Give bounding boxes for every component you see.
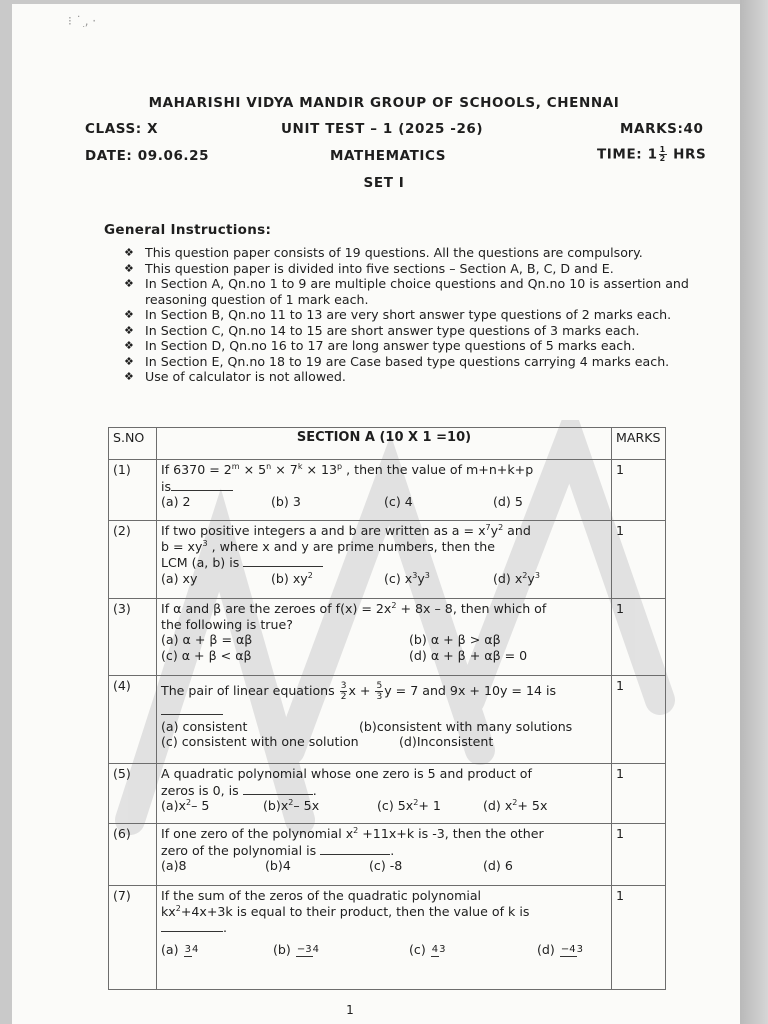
table-row bbox=[109, 824, 666, 886]
instruction-item: ❖ In Section D, Qn.no 16 to 17 are long answer type questions of 5 marks each. bbox=[124, 338, 636, 353]
question-1: If $6370 = 2^m \times 5^n \times 7^k \times 13^p$ , then the value of m+n+k+p is (a) 2 (b) 3 (c) 4 (d) 5 bbox=[157, 460, 612, 521]
question-number: (1) bbox=[109, 460, 157, 521]
pen-marks: ⁝ ˙ ٜ‚ · bbox=[68, 14, 97, 28]
sno-header: S.NO bbox=[109, 428, 157, 460]
option-d: (d)Inconsistent bbox=[399, 734, 494, 749]
option-a: (a) consistent bbox=[161, 718, 248, 734]
question-5: A quadratic polynomial whose one zero is 5 and product of zeros is 0, is . $(a)x^2-$ 5 $(b)x^2-$ 5x (c) $5x^2+ 1$ (d) $x^2+ 5x$ bbox=[157, 764, 612, 824]
section-a-table bbox=[108, 427, 666, 990]
question-marks: 1 bbox=[612, 599, 666, 676]
bullet-icon: ❖ bbox=[124, 323, 134, 337]
question-marks: 1 bbox=[612, 886, 666, 990]
instruction-item: ❖ This question paper is divided into five sections – Section A, B, C, D and E. bbox=[124, 260, 614, 276]
bullet-icon: ❖ bbox=[124, 354, 134, 368]
instructions-list bbox=[124, 245, 714, 385]
instructions-title: General Instructions: bbox=[104, 222, 272, 238]
bullet-icon: ❖ bbox=[124, 308, 134, 321]
section-title: SECTION A (10 X 1 =10) bbox=[157, 428, 612, 460]
option-c: (c) consistent with one solution bbox=[161, 734, 359, 749]
option-d: (d) $x^2+ 5x$ bbox=[483, 797, 548, 813]
scan-edge bbox=[740, 0, 768, 1024]
option-c: (c) α + β < αβ bbox=[161, 647, 252, 663]
question-3: If α and β are the zeroes of $f(x) = 2x^2 + 8x - 8$, then which of the following is true? (a) α + β = αβ (b) α + β > αβ (c) α + β < αβ (d) α + β + αβ = 0 bbox=[157, 599, 612, 676]
option-a: (a) xy bbox=[161, 570, 198, 586]
instruction-item: ❖ In Section B, Qn.no 11 to 13 are very short answer type questions of 2 marks each. bbox=[124, 307, 672, 322]
answer-blank bbox=[171, 478, 233, 491]
subject: MATHEMATICS bbox=[330, 148, 447, 164]
question-marks: 1 bbox=[612, 460, 666, 521]
instruction-item: ❖ In Section C, Qn.no 14 to 15 are short answer type questions of 3 marks each. bbox=[124, 322, 640, 338]
answer-blank bbox=[161, 702, 223, 715]
option-d: (d) $x^2y^3$ bbox=[493, 570, 540, 586]
answer-blank bbox=[161, 919, 223, 932]
question-marks: 1 bbox=[612, 824, 666, 886]
option-a: (a)8 bbox=[161, 858, 187, 873]
question-4: The pair of linear equations $\frac{3}{2}$ x + $\frac{5}{3}$ y = 7 and 9x + 10y = 14 is (a) consistent (b)consistent with many solutions (c) consistent with one solution (d)Inconsistent bbox=[157, 676, 612, 764]
question-6: If one zero of the polynomial $x^2 +11x+k$ is -3, then the other zero of the polynomial is . (a)8 (b)4 (c) -8 (d) 6 bbox=[157, 824, 612, 886]
option-a: (a) 34 bbox=[161, 941, 199, 957]
question-number: (2) bbox=[109, 521, 157, 599]
question-number: (3) bbox=[109, 599, 157, 676]
table-row bbox=[109, 521, 666, 599]
class-label: CLASS: X bbox=[85, 121, 159, 137]
table-row bbox=[109, 599, 666, 676]
table-row bbox=[109, 460, 666, 521]
exam-title: UNIT TEST – 1 (2025 -26) bbox=[281, 121, 484, 137]
option-a: $(a)x^2-$ 5 bbox=[161, 797, 210, 813]
option-b: (b) $xy^2$ bbox=[271, 570, 313, 586]
question-7: If the sum of the zeros of the quadratic polynomial $kx^2+4x+3k$ is equal to their product, then the value of k is . (a) 34 (b) −34 (c) 43 (d) −43 bbox=[157, 886, 612, 990]
option-b: (b)4 bbox=[265, 858, 291, 873]
option-a: (a) α + β = αβ bbox=[161, 632, 253, 647]
question-number: (6) bbox=[109, 824, 157, 886]
bullet-icon: ❖ bbox=[124, 339, 134, 352]
option-b: (b) α + β > αβ bbox=[409, 632, 501, 647]
question-marks: 1 bbox=[612, 521, 666, 599]
answer-blank bbox=[320, 842, 390, 855]
bullet-icon: ❖ bbox=[124, 261, 134, 275]
answer-blank bbox=[243, 782, 313, 795]
option-b: (b)consistent with many solutions bbox=[359, 718, 573, 734]
question-number: (4) bbox=[109, 676, 157, 764]
question-marks: 1 bbox=[612, 764, 666, 824]
question-number: (7) bbox=[109, 886, 157, 990]
table-row bbox=[109, 764, 666, 824]
option-c: (c) $x^3y^3$ bbox=[384, 570, 430, 586]
option-c: (c) 43 bbox=[409, 941, 446, 957]
option-b: (b) 3 bbox=[271, 494, 301, 509]
bullet-icon: ❖ bbox=[124, 246, 134, 259]
time-label: TIME: 1 $\frac{1}{2}$ HRS bbox=[597, 145, 707, 163]
table-row bbox=[109, 676, 666, 764]
option-a: (a) 2 bbox=[161, 494, 191, 509]
option-b: $(b)x^2-$ 5x bbox=[263, 797, 320, 813]
bullet-icon: ❖ bbox=[124, 370, 134, 383]
option-d: (d) −43 bbox=[537, 941, 583, 957]
instruction-item: ❖ Use of calculator is not allowed. bbox=[124, 369, 346, 384]
option-d: (d) 5 bbox=[493, 494, 523, 509]
option-c: (c) 4 bbox=[384, 494, 413, 509]
option-c: (c) $5x^2+ 1$ bbox=[377, 797, 441, 813]
marks-label: MARKS:40 bbox=[620, 121, 704, 137]
instruction-item: ❖ In Section A, Qn.no 1 to 9 are multiple choice questions and Qn.no 10 is assertion and reasoning question of 1 mark each. bbox=[124, 276, 689, 307]
table-header-row bbox=[109, 428, 666, 460]
question-number: (5) bbox=[109, 764, 157, 824]
question-2: If two positive integers a and b are written as $a = x^7y^2$ and $b = xy^3$ , where x and y are prime numbers, then the LCM (a, b) is (a) xy (b) $xy^2$ (c) $x^3y^3$ (d) $x^2y^3$ bbox=[157, 521, 612, 599]
option-c: (c) -8 bbox=[369, 858, 403, 873]
page-number: 1 bbox=[346, 1003, 354, 1017]
exam-date: DATE: 09.06.25 bbox=[85, 148, 210, 164]
option-b: (b) −34 bbox=[273, 941, 319, 957]
school-name: MAHARISHI VIDYA MANDIR GROUP OF SCHOOLS, CHENNAI bbox=[148, 95, 620, 111]
marks-header: MARKS bbox=[612, 428, 666, 460]
table-row bbox=[109, 886, 666, 990]
question-marks: 1 bbox=[612, 676, 666, 764]
answer-blank bbox=[243, 554, 323, 567]
instruction-item: ❖ This question paper consists of 19 questions. All the questions are compulsory. bbox=[124, 245, 643, 260]
instruction-item: ❖ In Section E, Qn.no 18 to 19 are Case based type questions carrying 4 marks each. bbox=[124, 353, 670, 369]
set-label: SET I bbox=[363, 175, 405, 191]
option-d: (d) α + β + αβ = 0 bbox=[409, 647, 528, 663]
bullet-icon: ❖ bbox=[124, 277, 134, 290]
option-d: (d) 6 bbox=[483, 858, 513, 873]
